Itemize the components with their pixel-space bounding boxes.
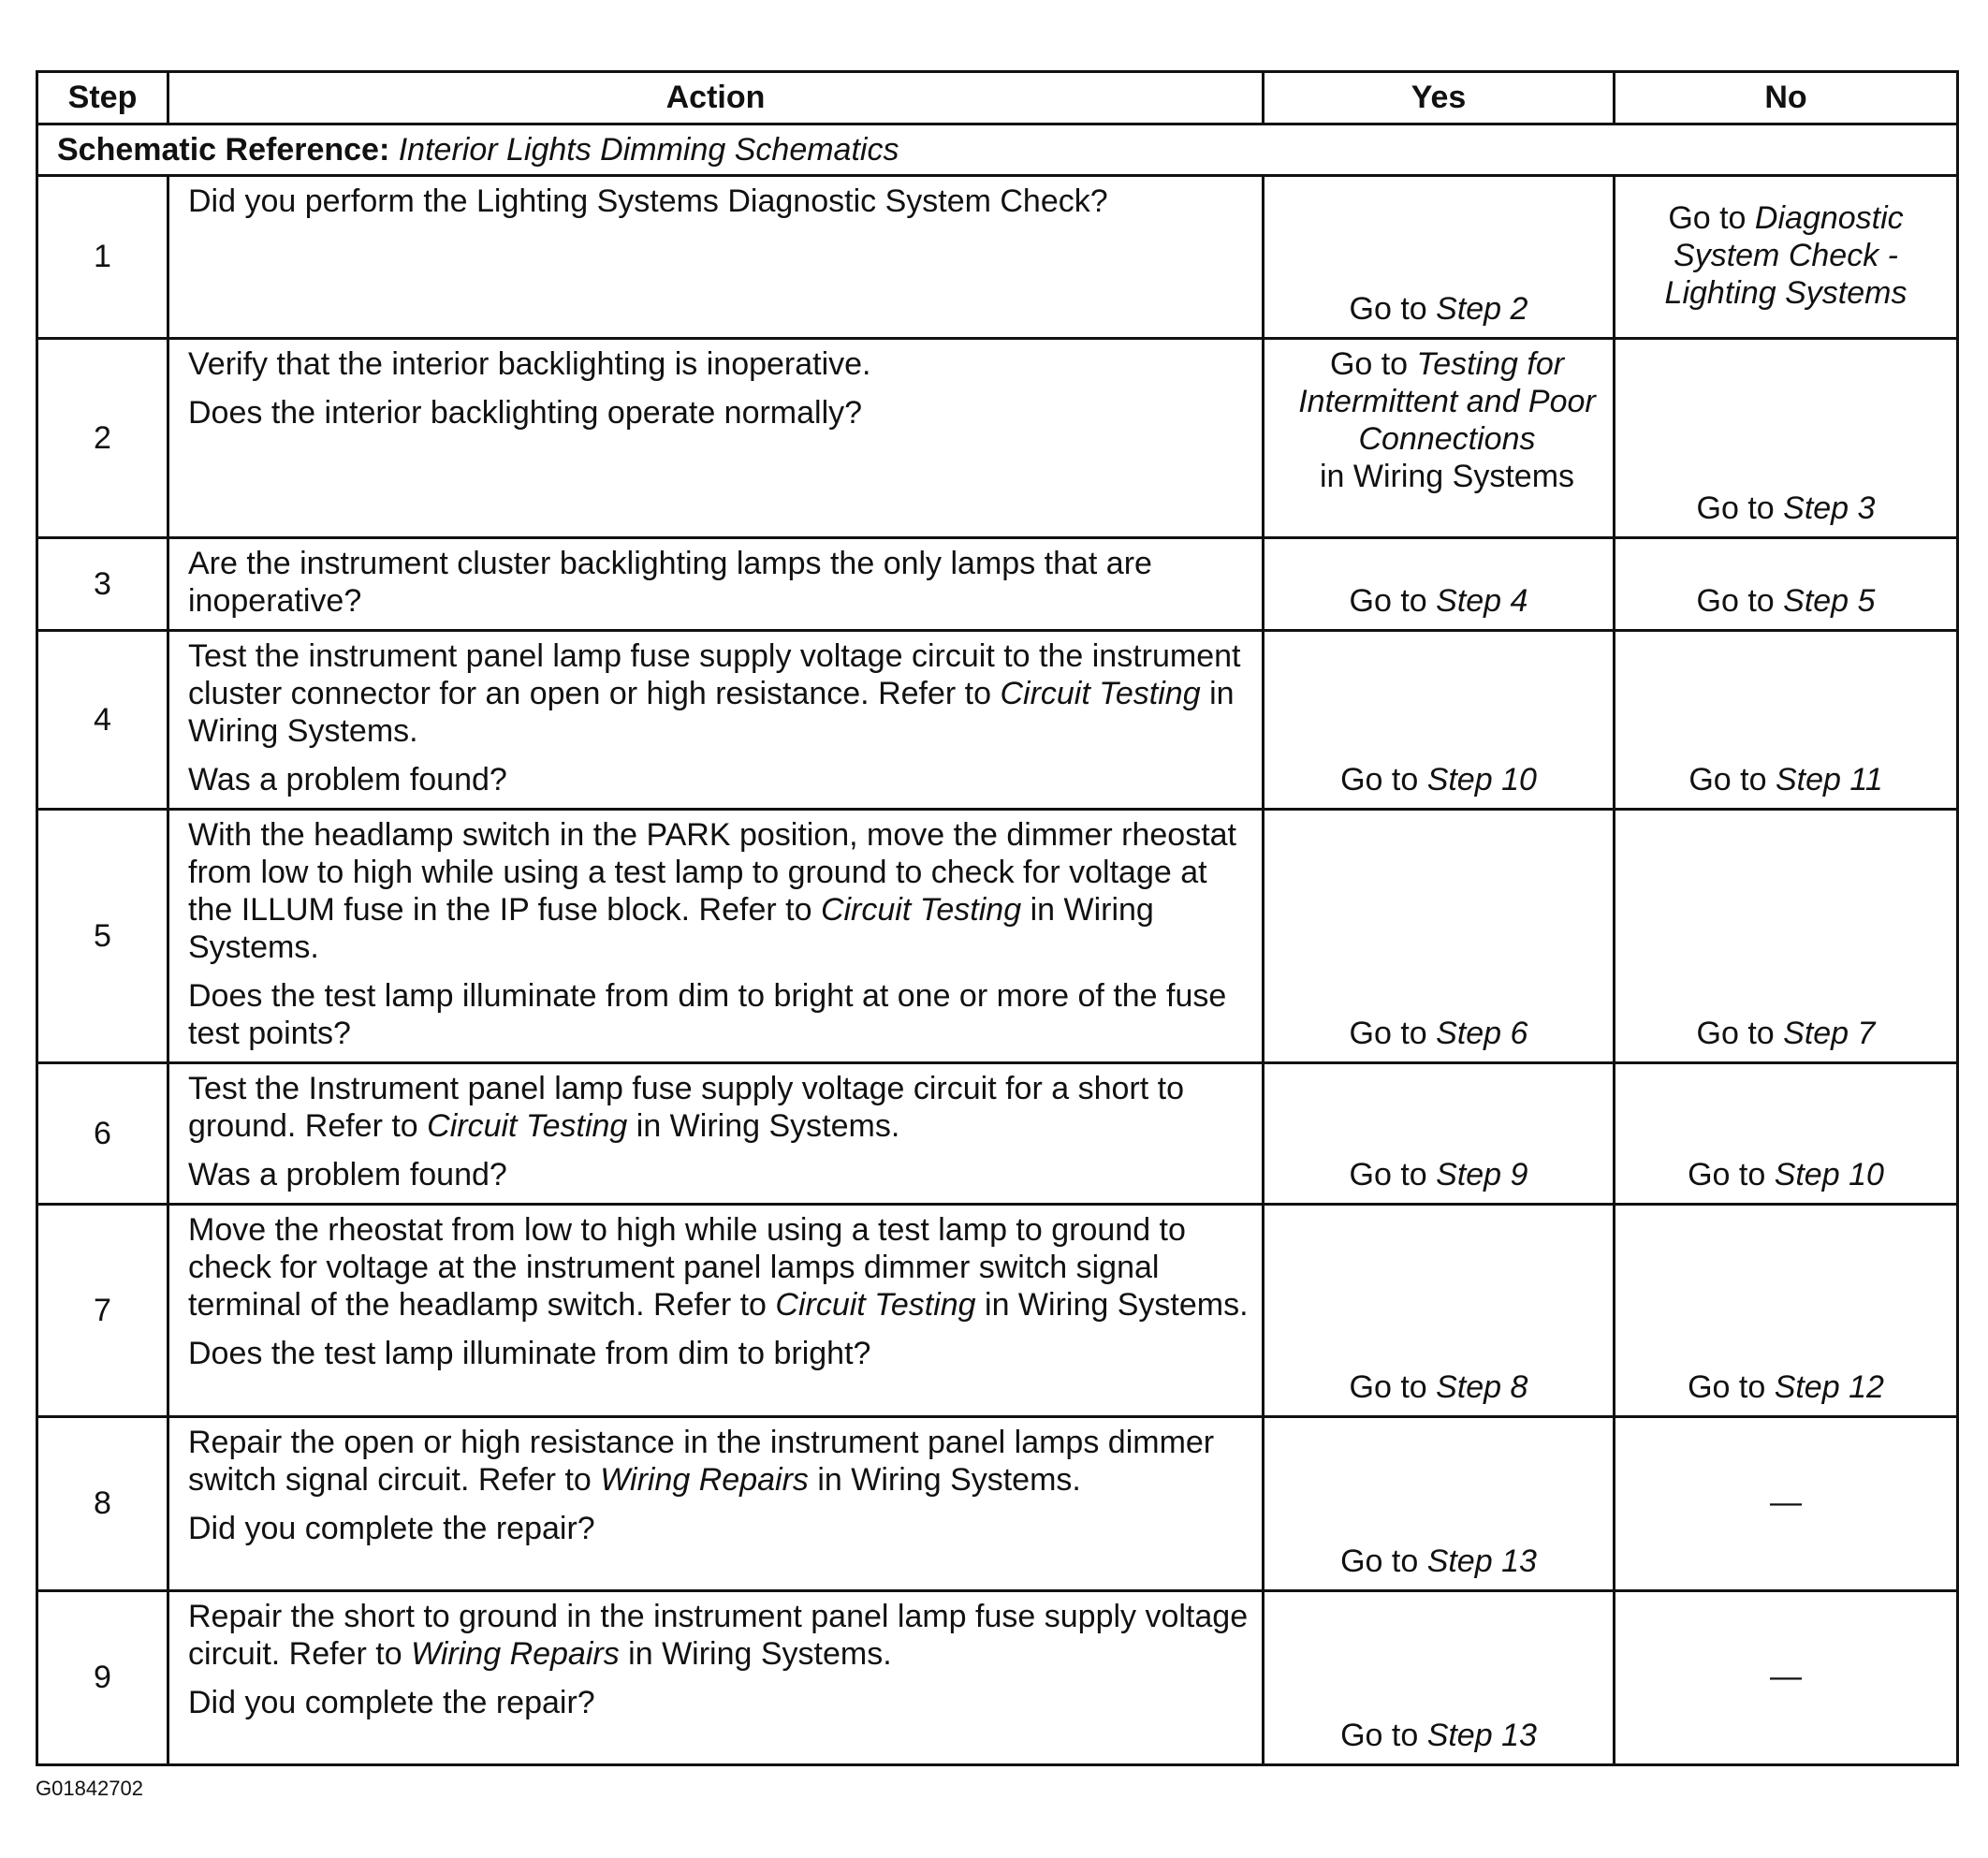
action-cell (168, 176, 1264, 339)
action-text-part: in Wiring Systems. (188, 676, 1235, 749)
no-cell (1615, 631, 1958, 810)
no-cell (1615, 1591, 1958, 1765)
no-link: Step 7 (1783, 1016, 1876, 1051)
no-dash: — (1770, 1658, 1802, 1694)
action-text (188, 1211, 1249, 1324)
header-step: Step (37, 72, 168, 124)
action-cell (168, 1063, 1264, 1205)
action-reference: Circuit Testing (1000, 676, 1201, 711)
action-text: Verify that the interior backlighting is inoperative. (188, 346, 871, 382)
action-cell (168, 1205, 1264, 1417)
action-cell (168, 538, 1264, 631)
action-text-part: Repair the open or high resistance in the instrument panel lamps dimmer switch signal circuit. Refer to (188, 1425, 1215, 1498)
table-row (37, 1417, 1958, 1591)
header-yes: Yes (1264, 72, 1615, 124)
yes-cell (1264, 176, 1615, 339)
no-cell (1615, 1205, 1958, 1417)
action-text-part: in Wiring Systems. (619, 1636, 892, 1672)
step-number: 3 (37, 538, 168, 631)
table-row (37, 1063, 1958, 1205)
action-question: Did you complete the repair? (188, 1511, 595, 1546)
yes-prefix: Go to (1349, 1016, 1437, 1051)
yes-prefix: Go to (1349, 583, 1437, 619)
yes-link: Step 10 (1426, 762, 1537, 797)
action-reference: Circuit Testing (427, 1108, 628, 1144)
yes-suffix: in Wiring Systems (1319, 459, 1575, 494)
action-text (188, 816, 1249, 966)
no-link: Diagnostic System Check - Lighting Systems (1664, 199, 1908, 311)
header-row (37, 72, 1958, 124)
no-cell (1615, 810, 1958, 1063)
action-reference: Wiring Repairs (411, 1636, 620, 1672)
action-reference: Circuit Testing (775, 1287, 976, 1323)
action-text-part: in Wiring Systems. (188, 892, 1154, 965)
action-text (188, 637, 1249, 750)
action-cell (168, 339, 1264, 538)
action-text-part: Move the rheostat from low to high while using a test lamp to ground to check for voltage at the instrument panel lamps dimmer switch signal terminal of the headlamp switch. Refer to (188, 1212, 1186, 1323)
table-row (37, 1591, 1958, 1765)
schematic-reference-value: Interior Lights Dimming Schematics (398, 131, 899, 168)
action-question: Does the test lamp illuminate from dim to bright at one or more of the fuse test points? (188, 978, 1227, 1051)
table-row (37, 631, 1958, 810)
yes-prefix: Go to (1340, 1718, 1427, 1753)
action-text: Are the instrument cluster backlighting lamps the only lamps that are inoperative? (188, 546, 1152, 619)
yes-link: Step 4 (1436, 583, 1528, 619)
yes-cell (1264, 1417, 1615, 1591)
yes-cell (1264, 1063, 1615, 1205)
step-number: 8 (37, 1417, 168, 1591)
yes-prefix: Go to (1349, 1369, 1437, 1405)
yes-prefix: Go to (1340, 1543, 1427, 1579)
action-cell (168, 1417, 1264, 1591)
no-prefix: Go to (1696, 1016, 1784, 1051)
step-number: 9 (37, 1591, 168, 1765)
no-link: Step 11 (1775, 762, 1883, 797)
yes-prefix: Go to (1329, 346, 1417, 382)
action-text (188, 1424, 1249, 1499)
yes-link: Step 6 (1436, 1016, 1528, 1051)
action-cell (168, 810, 1264, 1063)
no-link: Step 10 (1774, 1157, 1884, 1192)
step-number: 7 (37, 1205, 168, 1417)
diagnostic-table (36, 70, 1959, 1766)
action-text-part: With the headlamp switch in the PARK position, move the dimmer rheostat from low to high while using a test lamp to ground to check for voltage at the ILLUM fuse in the IP fuse block. Refer to (188, 817, 1236, 928)
yes-prefix: Go to (1349, 1157, 1437, 1192)
yes-link: Step 13 (1426, 1543, 1537, 1579)
action-cell (168, 631, 1264, 810)
table-row (37, 538, 1958, 631)
action-cell (168, 1591, 1264, 1765)
table-row (37, 339, 1958, 538)
action-question: Does the test lamp illuminate from dim to bright? (188, 1336, 871, 1371)
table-row (37, 176, 1958, 339)
no-prefix: Go to (1668, 199, 1755, 236)
no-cell (1615, 538, 1958, 631)
header-action: Action (168, 72, 1264, 124)
action-question: Does the interior backlighting operate normally? (188, 395, 863, 431)
no-prefix: Go to (1696, 583, 1784, 619)
step-number: 5 (37, 810, 168, 1063)
action-text (188, 1598, 1249, 1673)
action-reference: Wiring Repairs (600, 1462, 809, 1498)
yes-cell (1264, 810, 1615, 1063)
schematic-reference (37, 124, 1958, 176)
step-number: 6 (37, 1063, 168, 1205)
yes-link: Testing for Intermittent and Poor Connections (1298, 346, 1596, 457)
no-cell (1615, 339, 1958, 538)
action-text-part: in Wiring Systems. (808, 1462, 1081, 1498)
step-number: 1 (37, 176, 168, 339)
action-text: Did you perform the Lighting Systems Diagnostic System Check? (188, 183, 1108, 219)
action-text-part: Test the instrument panel lamp fuse supply voltage circuit to the instrument cluster connector for an open or high resistance. Refer to (188, 638, 1241, 711)
no-prefix: Go to (1688, 1369, 1775, 1405)
action-text (188, 1070, 1249, 1145)
step-number: 4 (37, 631, 168, 810)
schematic-reference-label: Schematic Reference: (57, 131, 390, 168)
action-text-part: in Wiring Systems. (975, 1287, 1249, 1323)
figure-id: G01842702 (36, 1777, 143, 1800)
action-reference: Circuit Testing (820, 892, 1022, 928)
no-link: Step 5 (1783, 583, 1876, 619)
yes-link: Step 13 (1426, 1718, 1537, 1753)
no-cell (1615, 1417, 1958, 1591)
no-dash: — (1770, 1484, 1802, 1520)
step-number: 2 (37, 339, 168, 538)
no-prefix: Go to (1688, 1157, 1775, 1192)
action-question: Did you complete the repair? (188, 1685, 595, 1720)
action-text-part: in Wiring Systems. (627, 1108, 900, 1144)
action-question: Was a problem found? (188, 762, 507, 797)
yes-cell (1264, 1591, 1615, 1765)
yes-cell (1264, 1205, 1615, 1417)
no-link: Step 12 (1774, 1369, 1884, 1405)
action-text-part: Repair the short to ground in the instrument panel lamp fuse supply voltage circuit. Refer to (188, 1599, 1249, 1672)
no-prefix: Go to (1688, 762, 1776, 797)
table-row (37, 1205, 1958, 1417)
yes-prefix: Go to (1349, 291, 1437, 327)
no-cell (1615, 176, 1958, 339)
no-cell (1615, 1063, 1958, 1205)
yes-prefix: Go to (1340, 762, 1427, 797)
table-row (37, 810, 1958, 1063)
no-link: Step 3 (1783, 490, 1876, 526)
yes-cell (1264, 339, 1615, 538)
yes-link: Step 2 (1436, 291, 1528, 327)
yes-link: Step 8 (1436, 1369, 1528, 1405)
no-prefix: Go to (1696, 490, 1784, 526)
action-text-part: Test the Instrument panel lamp fuse supply voltage circuit for a short to ground. Refer to (188, 1071, 1184, 1144)
schematic-reference-row (37, 124, 1958, 176)
yes-cell (1264, 631, 1615, 810)
header-no: No (1615, 72, 1958, 124)
action-question: Was a problem found? (188, 1157, 507, 1192)
yes-cell (1264, 538, 1615, 631)
yes-link: Step 9 (1436, 1157, 1528, 1192)
